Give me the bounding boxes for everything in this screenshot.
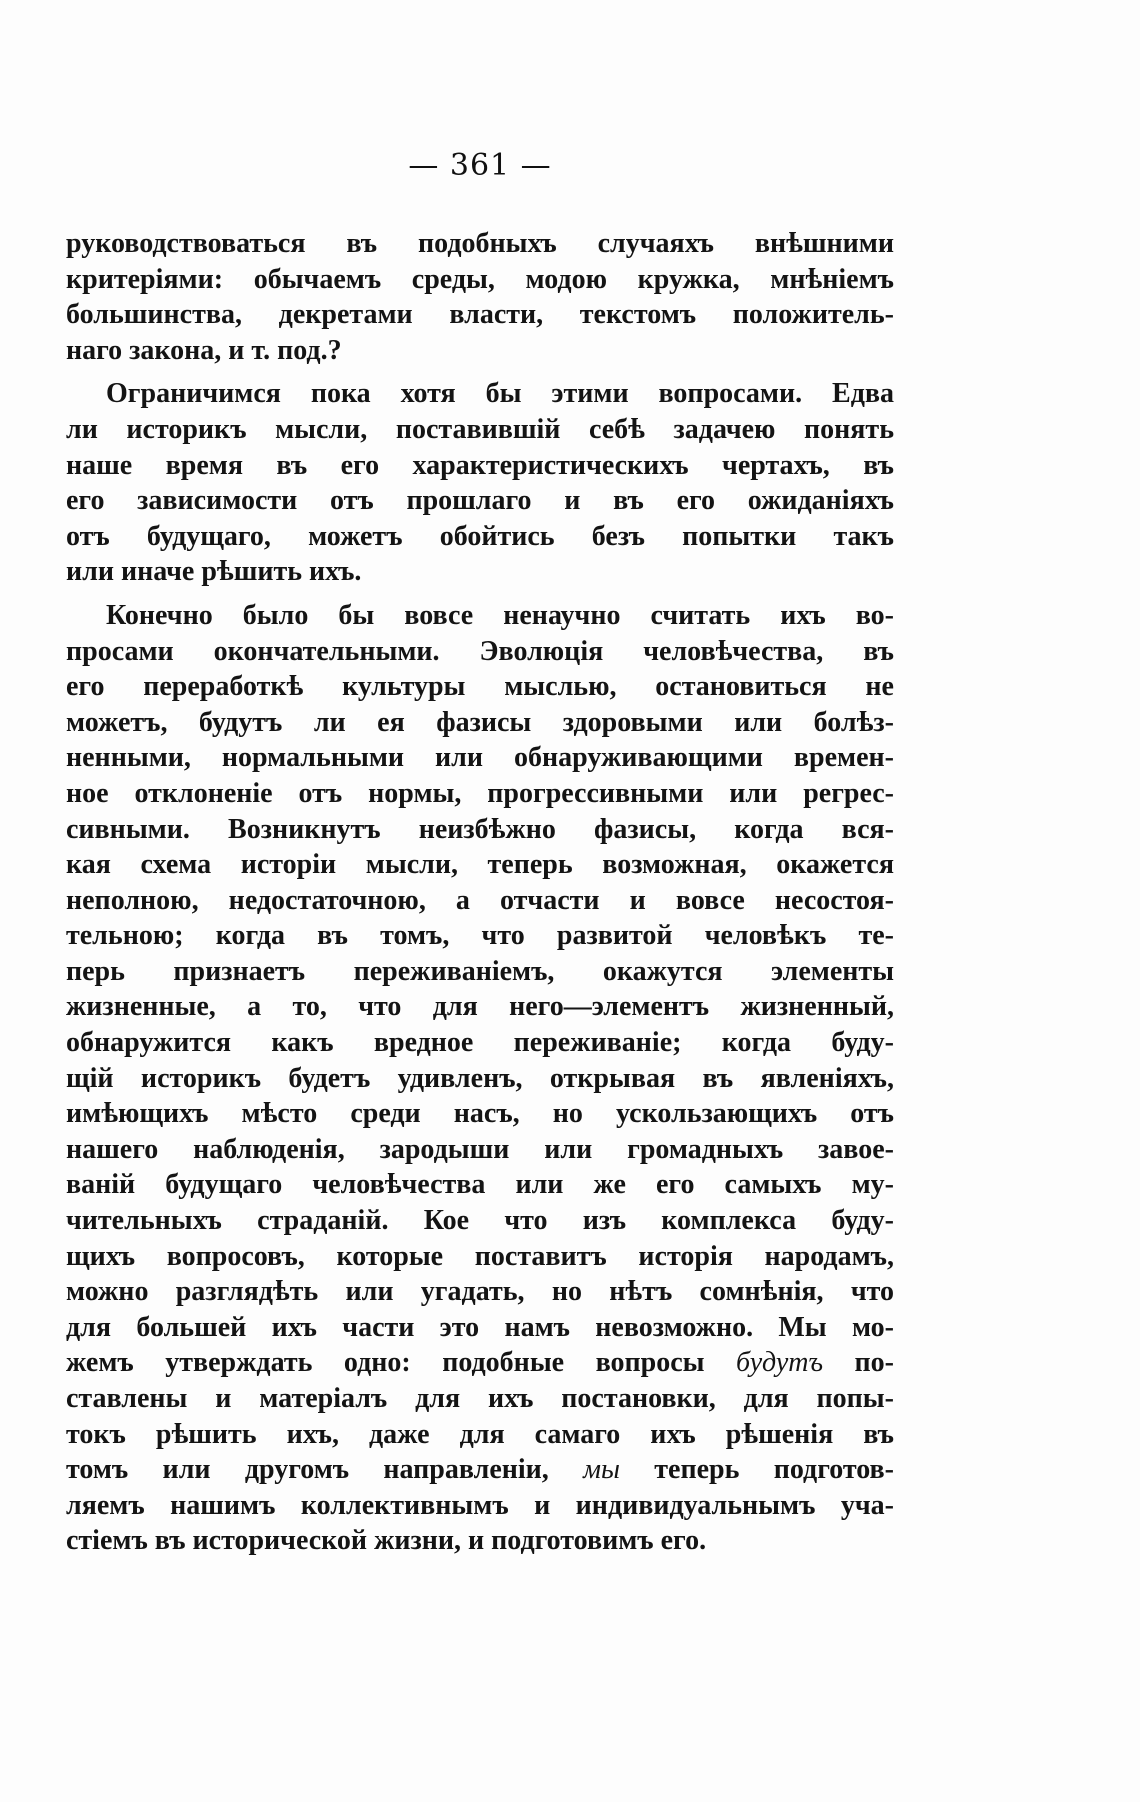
paragraph (66, 226, 894, 368)
text-line: ставлены и матеріалъ для ихъ постановки, для попы- (66, 1383, 894, 1414)
paragraph (66, 376, 894, 590)
text-line: ляемъ нашимъ коллективнымъ и индивидуальнымъ уча- (66, 1489, 894, 1521)
paragraph (66, 598, 894, 1559)
text-line: ли историкъ мысли, поставившій себѣ задачею понять (66, 413, 894, 445)
text-line: перь признаетъ переживаніемъ, окажутся элементы (66, 955, 894, 987)
text-line: или иначе рѣшить ихъ. (66, 556, 362, 588)
text-line: можно разглядѣть или угадать, но нѣтъ сомнѣнія, что (66, 1276, 894, 1308)
text-line: неполною, недостаточною, а отчасти и вовсе несостоя- (66, 884, 894, 916)
text-line: томъ или другомъ направленіи, мы теперь подготов- (66, 1454, 894, 1486)
text-line: сивными. Возникнутъ неизбѣжно фазисы, когда вся- (66, 813, 894, 845)
italic-emphasis: мы (583, 1454, 620, 1486)
text-line: Конечно было бы вовсе ненаучно считать ихъ во- (106, 599, 894, 631)
text-line: большинства, декретами власти, текстомъ положитель- (66, 299, 894, 331)
text-line: для большей ихъ части это намъ невозможно. Мы мо- (66, 1311, 894, 1343)
text-line: Ограничимся пока хотя бы этими вопросами. Едва (106, 378, 894, 410)
text-line: критеріями: обычаемъ среды, модою кружка, мнѣніемъ (66, 263, 894, 295)
italic-emphasis: будутъ (736, 1347, 824, 1379)
text-line: просами окончательными. Эволюція человѣчества, въ (66, 635, 894, 667)
text-line: щій историкъ будетъ удивленъ, открывая въ явленіяхъ, (66, 1062, 894, 1094)
text-line: его зависимости отъ прошлаго и въ его ожиданіяхъ (66, 485, 894, 517)
text-line: наго закона, и т. под.? (66, 334, 342, 366)
text-line: ненными, нормальными или обнаруживающими времен- (66, 742, 894, 774)
page-number: — 361 — (408, 148, 552, 183)
text-line: кая схема исторіи мысли, теперь возможная, окажется (66, 849, 894, 881)
text-line: тельною; когда въ томъ, что развитой человѣкъ те- (66, 920, 894, 952)
text-line: его переработкѣ культуры мыслью, остановиться не (66, 671, 894, 703)
text-line: ное отклоненіе отъ нормы, прогрессивными или регрес- (66, 777, 894, 809)
text-line: щихъ вопросовъ, которые поставитъ исторія народамъ, (66, 1240, 894, 1272)
text-line: стіемъ въ исторической жизни, и подготовимъ его. (66, 1525, 707, 1557)
text-line: имѣющихъ мѣсто среди насъ, но ускользающихъ отъ (66, 1098, 894, 1130)
text-line: жизненные, а то, что для него—элементъ жизненный, (66, 991, 894, 1023)
text-line: можетъ, будутъ ли ея фазисы здоровыми или болѣз- (66, 706, 894, 738)
text-line: отъ будущаго, можетъ обойтись безъ попытки такъ (66, 520, 894, 552)
text-line: ваній будущаго человѣчества или же его самыхъ му- (66, 1169, 894, 1201)
text-line: чительныхъ страданій. Кое что изъ комплекса буду- (66, 1205, 894, 1237)
text-line: токъ рѣшить ихъ, даже для самаго ихъ рѣшенія въ (66, 1418, 894, 1450)
text-line: жемъ утверждать одно: подобные вопросы будутъ по- (66, 1347, 894, 1379)
text-line: наше время въ его характеристическихъ чертахъ, въ (66, 449, 894, 481)
text-line: обнаружится какъ вредное переживаніе; когда буду- (66, 1027, 894, 1059)
text-line: нашего наблюденія, зародыши или громадныхъ завое- (66, 1133, 894, 1165)
text-line: руководствоваться въ подобныхъ случаяхъ внѣшними (66, 228, 894, 259)
page-text (66, 226, 894, 1567)
